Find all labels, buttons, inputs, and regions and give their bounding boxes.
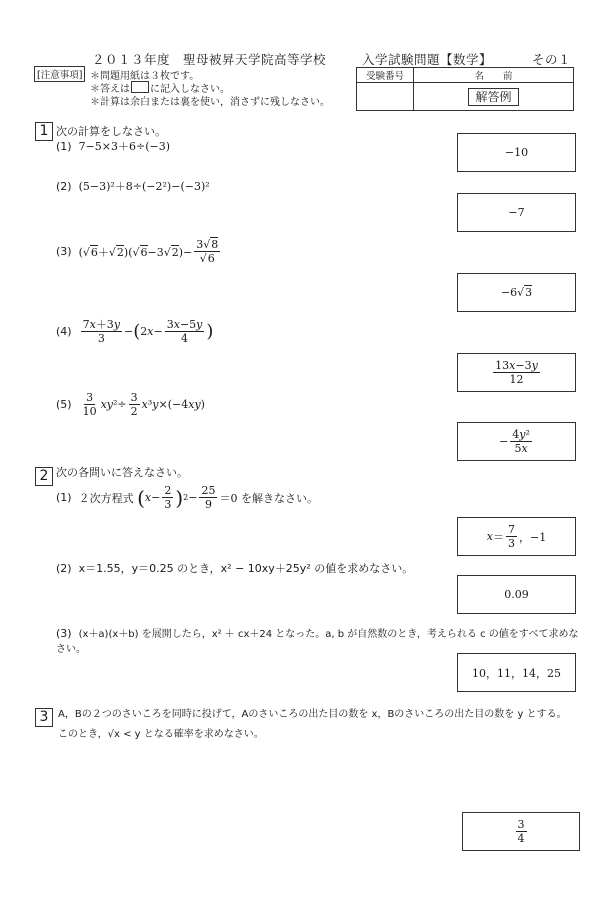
note-line-3: ＊計算は余白または裏を使い，消さずに残しなさい。	[90, 97, 330, 108]
answer-1-1: −10	[504, 146, 529, 159]
student-id-box	[356, 67, 574, 111]
answer-3: $\frac{3}{4}$	[517, 818, 525, 845]
name-label: 名 前	[414, 68, 574, 83]
question-1-4: (4) $\frac{7x+3y}{3}$ − ( 2x− $\frac{3x-5y}{4}$ )	[56, 318, 214, 345]
answer-box-1-4[interactable]	[457, 353, 576, 392]
section-3-text-1: A，Bの２つのさいころを同時に投げて，Aのさいころの出た目の数を x，Bのさいころの出た目の数を y とする。	[58, 709, 567, 720]
notes-label: [注意事項]	[34, 66, 85, 82]
exam-number-field[interactable]	[357, 83, 414, 111]
section-1-instruction: 次の計算をしなさい。	[56, 125, 166, 138]
answer-2-1: x ＝ $\frac{7}{3}$ ，−1	[486, 523, 547, 550]
fraction-3x5y-over-4: $\frac{3x-5y}{4}$	[166, 318, 203, 345]
section-2-number: 2	[35, 467, 53, 486]
name-field[interactable]	[414, 83, 574, 111]
answer-2-3: 10，11，14，25	[472, 666, 561, 680]
answer-box-1-5[interactable]	[457, 422, 576, 461]
fraction-7x3y-over-3: $\frac{7x+3y}{3}$	[82, 318, 121, 345]
fraction-3-over-2: $\frac{3}{2}$	[130, 391, 138, 418]
fraction-3-over-10: $\frac{3}{10}$	[82, 391, 97, 418]
question-1-2-expression: (5−3)²＋8÷(−2²)−(−3)²	[78, 180, 210, 193]
exam-number-label: 受験番号	[357, 68, 414, 83]
answer-box-3[interactable]	[462, 812, 580, 851]
question-2-3-text: (x＋a)(x＋b) を展開したら，x² ＋ cx＋24 となった。a, b が自然数のとき，考えられる c の値をすべて求めなさい。	[56, 629, 579, 655]
answer-1-2: −7	[508, 206, 525, 219]
sample-answer-stamp: 解答例	[468, 88, 518, 106]
answer-box-2-3[interactable]	[457, 653, 576, 692]
answer-1-5: − $\frac{\text{4y²}}{5x}$	[499, 428, 530, 455]
answer-1-3: −6√3	[500, 286, 533, 299]
question-1-5: (5) $\frac{3}{10}$ xy²÷ $\frac{3}{2}$ x³y×(−4xy)	[56, 391, 205, 418]
section-2-instruction: 次の各問いに答えなさい。	[56, 466, 188, 479]
question-1-2: (2) (5−3)²＋8÷(−2²)−(−3)²	[56, 180, 210, 193]
question-2-3: (3) (x＋a)(x＋b) を展開したら，x² ＋ cx＋24 となった。a, b が自然数のとき，考えられる c の値をすべて求めなさい。	[56, 627, 579, 655]
question-1-1: (1) 7−5×3＋6÷(−3)	[56, 140, 171, 153]
document-title: ２０１３年度 聖母被昇天学院高等学校	[92, 52, 327, 67]
question-1-1-expression: 7−5×3＋6÷(−3)	[78, 140, 171, 153]
question-2-2: (2) x＝1.55，y＝0.25 のとき，x² − 10xy＋25y² の値を求めなさい。	[56, 562, 414, 575]
question-1-3-expression: (√6＋√2)(√6−3√2)−	[78, 245, 193, 259]
page-label: その１	[532, 52, 572, 67]
question-2-2-text: x＝1.55，y＝0.25 のとき，x² − 10xy＋25y² の値を求めなさい。	[78, 562, 414, 575]
section-3-number: 3	[35, 708, 53, 727]
answer-box-1-1[interactable]	[457, 133, 576, 172]
fraction-3root8-over-root6: $\frac{3√8}{√6}$	[196, 238, 219, 265]
answer-box-symbol	[131, 81, 149, 93]
note-line-1: ＊問題用紙は３枚です。	[90, 71, 200, 82]
question-1-3: (3) (√6＋√2)(√6−3√2)− $\frac{3√8}{√6}$	[56, 238, 219, 265]
exam-title: 入学試験問題【数学】	[362, 52, 493, 67]
answer-box-2-2[interactable]	[457, 575, 576, 614]
answer-1-4: $\frac{13x-3y}{12}$	[495, 359, 538, 386]
section-3-text-2: このとき，√x < y となる確率を求めなさい。	[58, 729, 264, 740]
section-1-number: 1	[35, 122, 53, 141]
answer-box-1-2[interactable]	[457, 193, 576, 232]
note-line-2: ＊答えは に記入しなさい。	[90, 80, 230, 95]
answer-box-2-1[interactable]	[457, 517, 576, 556]
answer-2-2: 0.09	[504, 588, 529, 601]
question-2-1: (1) ２次方程式 ( x − $\frac{2}{3}$ ) 2 − $\frac{25}{9}$ ＝0 を解きなさい。	[56, 484, 318, 511]
answer-box-1-3[interactable]	[457, 273, 576, 312]
